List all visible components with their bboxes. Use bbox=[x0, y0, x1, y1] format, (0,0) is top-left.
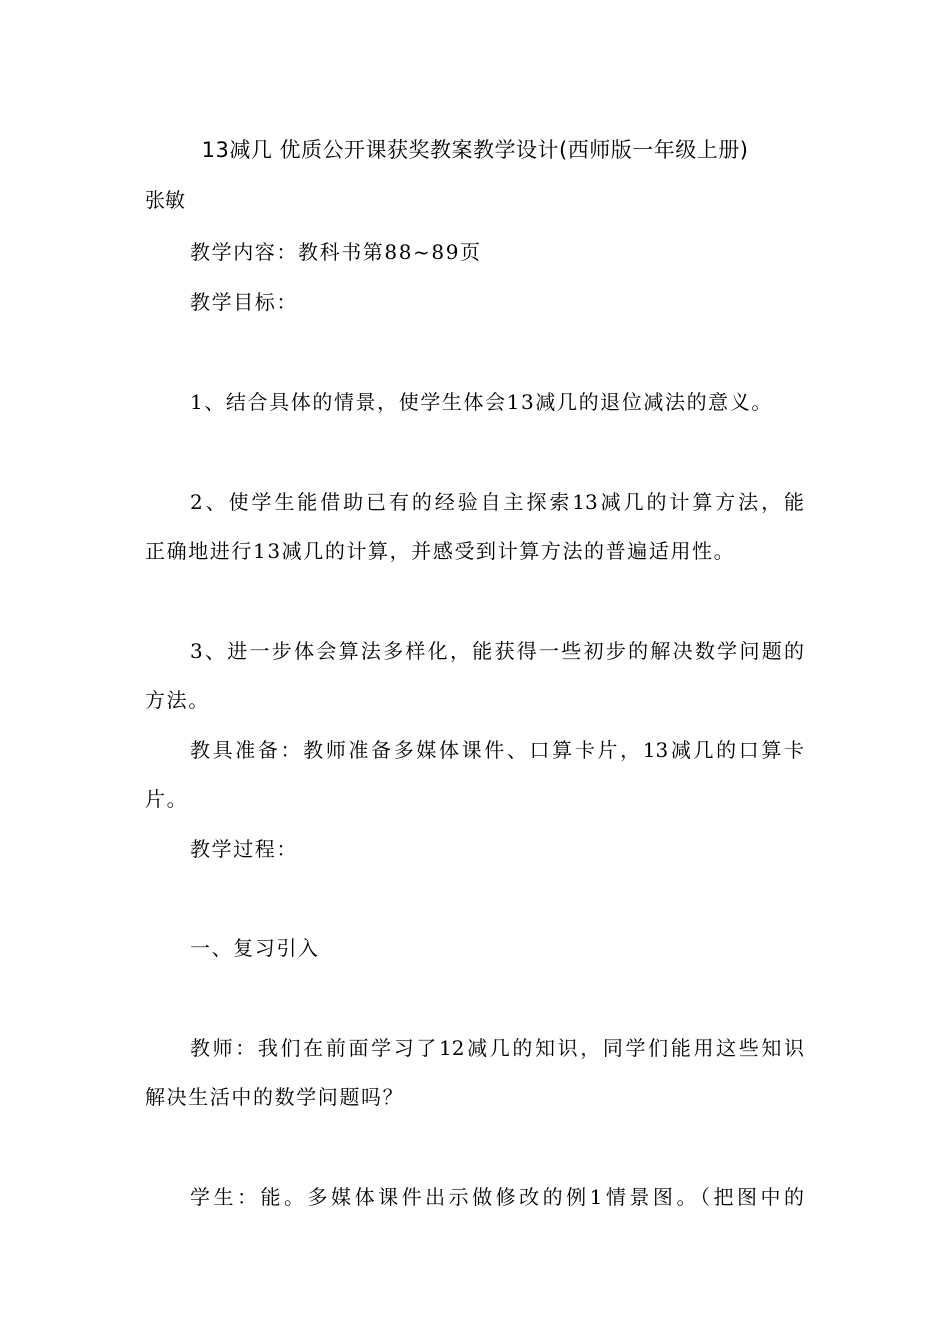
goal-3-line-2: 方法。 bbox=[145, 688, 210, 712]
materials-line-2: 片。 bbox=[145, 787, 189, 811]
goal-2-line-1: 2、使学生能借助已有的经验自主探索13减几的计算方法，能 bbox=[190, 490, 804, 514]
document-title: 13减几 优质公开课获奖教案教学设计(西师版一年级上册) bbox=[201, 138, 749, 162]
section-1-heading: 一、复习引入 bbox=[190, 936, 320, 960]
teaching-goals-heading: 教学目标： bbox=[190, 290, 298, 314]
goal-1: 1、结合具体的情景，使学生体会13减几的退位减法的意义。 bbox=[190, 390, 773, 414]
goal-2-line-2: 正确地进行13减几的计算，并感受到计算方法的普遍适用性。 bbox=[145, 539, 736, 563]
teacher-line-1: 教师：我们在前面学习了12减几的知识，同学们能用这些知识 bbox=[190, 1036, 804, 1060]
materials-line-1: 教具准备：教师准备多媒体课件、口算卡片，13减几的口算卡 bbox=[190, 738, 804, 762]
process-heading: 教学过程： bbox=[190, 837, 298, 861]
goal-3-line-1: 3、进一步体会算法多样化，能获得一些初步的解决数学问题的 bbox=[190, 639, 804, 663]
teacher-line-2: 解决生活中的数学问题吗？ bbox=[145, 1085, 405, 1109]
student-line-1: 学生：能。多媒体课件出示做修改的例1情景图。（把图中的 bbox=[190, 1185, 804, 1209]
document-author: 张敏 bbox=[145, 188, 185, 212]
teaching-content: 教学内容：教科书第88~89页 bbox=[190, 240, 482, 264]
